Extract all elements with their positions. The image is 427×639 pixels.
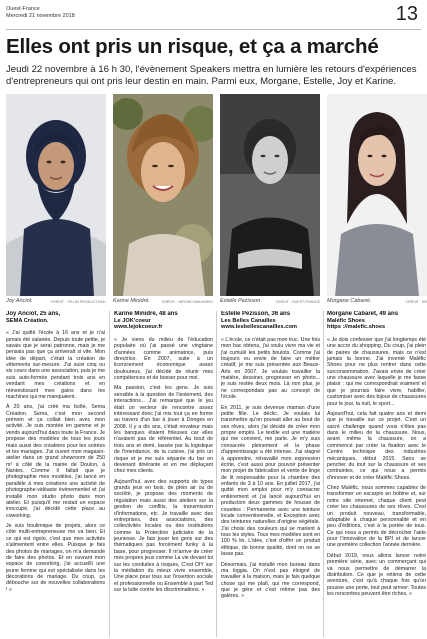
profile-body <box>221 337 320 600</box>
profile-body <box>327 337 426 598</box>
publication-date: Mercredi 21 novembre 2018 <box>6 13 75 19</box>
article-lead: Jeudi 22 novembre à 16 h 30, l'évènement Speakers mettra en lumière les retours d'expériences d'entrepreneurs qui ont pris leur destin en main. Parmi eux, Morgane, Estelle, Joy et Karine. <box>6 64 417 87</box>
caption-text: Karine Minidré. <box>113 298 150 304</box>
profile-website: https ://malefic.shoes <box>327 324 386 331</box>
profile-company: Les Belles Canailles <box>221 317 276 324</box>
paragraph: Aujourd'hui, avec des supports de types grands jeux en bois, de plein air ou de société, je propose des moments de régulation mais aussi des ateliers sur la gestion de conflits, la transmission d'informations, etc. Je travaille avec des entreprises, des associations, des collectivités locales ou des institutions comme la Protection judiciaire de la jeunesse. Je fais jouer les gens sur des thématiques pas forcément funky à la base, pour progresser. Il m'arrive de créer mes propres jeux comme La vie devant toi sur les conduites à risques, C'est DIY sur la médiation du mieux vivre ensemble, Une place pour tous sur l'insertion sociale et professionnelle ou Ensemble à part Ted sur la lutte contre les discriminations. » <box>114 478 213 594</box>
paragraph: Désormais, j'ai installé mon bureau dans ma loggia. On n'est pas éloigné de travailler à la maison, mais je fais quelque chose qui me plaît, qui me correspond, que je gère et c'est même pas des galères. » <box>221 561 320 600</box>
profile-column-karine <box>114 311 213 637</box>
article-headline: Elles ont pris un risque, et ça a marché <box>6 35 379 58</box>
profile-company: Maléfic Shoes <box>327 317 365 324</box>
profile-name: Joy Anciot, 25 ans, <box>6 311 61 317</box>
caption-text: Joy Anciot. <box>6 298 33 304</box>
photo-estelle-pezisson <box>220 94 320 296</box>
profile-heading <box>6 311 105 324</box>
paragraph: Aujourd'hui, cela fait quatre ans et demi que je travaille sur ce projet. C'est un sacré challenge quand vous n'êtes pas dans le milieu de la chaussure. Nous, avant même la chaussure, on a commencé par créer la fixation avec le Centre technique des industries mécaniques, début 2015. Sans se pencher du tout sur la chaussure et ses contraintes, ce qui nous a permis d'innover et de créer Maléfic Shoes. <box>327 410 426 481</box>
profile-body <box>6 330 105 593</box>
profile-company: Le JOK'coeur <box>114 317 151 324</box>
caption-text: Morgane Cabaret. <box>327 298 372 304</box>
caption-text: Estelle Pezisson. <box>220 298 262 304</box>
paragraph: En 2011, je suis devenue maman d'une petite fille. Le déclic. Je voulais lui transmettre qu'on pouvait aller au bout de ses rêves, alors j'ai décidé de créer mon propre emploi. Le textile est une matière qui me convient, me parle. Je m'y suis consacrée pleinement et la phase d'apprentissage a été intense. J'ai stagné à apprendre, retravaillé mon expression écrite, c'est aussi pour pouvoir présenter mon projet de fabrication et vente de linge de lit responsable pour la chambre des enfants de 3 à 10 ans. En juillet 2017, j'ai quitté mon emploi pour m'y consacrer entièrement et j'ai lancé aujourd'hui en production deux gammes de housse de couettes : Permanente avec une teinture locale conventionnelle, et Exception avec des teintures naturelles d'origine végétale. J'ai choisi des couleurs qui se marient à tous les styles. Tous mes modèles sont en 100 % lin. L'idée, c'est d'offrir un produit éthique, de bonne qualité, dont on ne se lasse pas. <box>221 404 320 558</box>
profile-name: Morgane Cabaret, 49 ans <box>327 311 399 317</box>
photo-morgane-cabaret <box>327 94 427 296</box>
column-divider <box>216 311 217 637</box>
photo-caption-3 <box>220 298 320 310</box>
column-divider <box>323 311 324 637</box>
profile-website: www.lesbellescanailles.com <box>221 324 297 331</box>
paragraph: « Je viens du milieu de l'éducation populaire où j'ai passé une vingtaine d'années comme animatrice, puis directrice. En 2007, suite à un licenciement économique assez douloureux, j'ai décidé de réunir mes compétences et de bosser pour moi. <box>114 336 213 382</box>
paragraph: « L'école, ce n'était pas mon truc. Une fois mon bac obtenu, j'ai voulu vivre ma vie et j'ai cumulé les petits boulots. Comme j'ai toujours eu envie de faire un métier créatif, je me suis présentée aux Beaux-Arts en 2007. Je voulais travailler la matière, dessiner, progresser en photo... je suis restée deux mois. Là non plus, je ne correspondais pas au concept de l'école. <box>221 336 320 401</box>
profile-name: Karine Minidré, 48 ans <box>114 311 178 317</box>
photo-credit: CRÉDIT : DR <box>405 300 427 304</box>
photo-caption-2 <box>113 298 213 310</box>
photo-karine-minidre <box>113 94 213 296</box>
profile-heading <box>114 311 213 331</box>
header-divider <box>6 29 421 30</box>
photo-credit: CRÉDIT : «BRUNO MAUNOIR» <box>161 300 213 304</box>
profile-website: www.lejokcoeur.fr <box>114 324 163 331</box>
profile-column-estelle <box>221 311 320 637</box>
page-header <box>6 3 421 28</box>
profile-column-joy <box>6 311 105 637</box>
paragraph: Ma passion, c'est les gens. Je suis sensible à la question de l'isolement, des interactions... J'ai remarqué que le jeu était un vecteur de rencontre assez intéressant donc j'ai mis tout ça en forme au travers d'un bar à jouer à Donges en 2008. Il y a dix ans, c'était novateur mais les banques étaient frileuses car elles n'avaient pas de référentiel. Au bout de trois ans et demi, lassée par la logistique de l'intendance, de la cuisine, j'ai pris un risque et je me suis séparée du bar en devenant itinérante et en me déplaçant chez mes clients. <box>114 385 213 475</box>
photo-caption-1 <box>6 298 106 310</box>
publication-info <box>6 6 75 20</box>
profile-column-morgane <box>327 311 426 637</box>
profile-heading <box>221 311 320 331</box>
paragraph: « Je dois confesser que j'ai longtemps été une accro du shopping. Du coup, j'ai plein de paires de chaussures, mais ce n'est jamais la bonne. J'ai inventé Maléfic Shoes pour ne plus rentrer dans cette surconsommation. J'avais envie de créer une chaussure avec laquelle je me fasse plaisir : qui me correspondrait vraiment et que je pourrais faire vivre, habiller, customiser avec des bijoux de chaussures pour le jour, la nuit, le sport... <box>327 336 426 407</box>
profile-heading <box>327 311 426 331</box>
paragraph: Chez Maléfic, nous sommes capables de transformer un escarpin en bottine et, sur notre site internet, chaque client peut créer les chaussures de ses rêves. C'est un produit nouveau, transformable, adaptable à chaque personnalité et en peu d'éditions, c'est à la portée de tous. Ce qui nous a permis de décrocher l'aide pour l'innovation de la BPI et de lancer une première collection l'année dernière. <box>327 485 426 549</box>
photo-joy-anciot <box>6 94 106 296</box>
publication-name: Ouest-France <box>6 6 40 12</box>
profile-body <box>114 337 213 594</box>
photo-credit: CRÉDIT : «PLUM PRODUCTION» <box>50 300 106 304</box>
profile-name: Estelle Pezisson, 36 ans <box>221 311 291 317</box>
column-divider <box>109 311 110 637</box>
page-number: 13 <box>395 3 418 25</box>
paragraph: À 20 ans, j'ai créé ma boîte, Sema Création. Sema, c'est mon second prénom et ça collait bien avec mon activité. Je suis montée en gamme et je vends aujourd'hui dans toute la France. Je propose des modèles de tous les jours mais aussi des créations pour les soirées et les mariages. J'ai ouvert mon magasin-atelier dans un grand showroom de 250 m² à côté de la mairie de Doulon, à Nantes. Comme il fallait que je photographie mes modèles, j'ai lancé en parallèle à mes créations une activité de photographe-vidéaste évènementiel et j'ai installé mon studio photo dans mon atelier. Et puisqu'il me restait un espace inoccupé, j'ai décidé cette place au coworking. <box>6 404 105 519</box>
photo-caption-4 <box>327 298 427 310</box>
paragraph: Je suis boulimique de projets, alors ce côté multi-entrepreneuse me va bien. Et ce qui est rigolo, c'est que mes activités s'alimentent entre elles. Puisque je fais des photos de mariages, on m'a demandé de faire des photos. Et en ouvrant mon espace de coworking, j'ai accueilli une jeune femme qui est spécialisée dans les décorations de mariage. Du coup, ça débouche sur de nouvelles collaborations ! » <box>6 523 105 593</box>
profile-company: SEMA Création. <box>6 317 49 324</box>
paragraph: « J'ai quitté l'école à 16 ans et je n'ai jamais été salariée. Depuis toute petite, je savais que je serai patronne, mais je me pensais pas que ça arriverait si vite. Mon idée de départ, c'était la création de vêtements sur-mesure. J'ai suivi cinq ou six cours dans une association, puis je me suis auto-formée pendant trois ans en vendant mes créations et en réinvestissant mes gains dans les machines qui me manquaient. <box>6 330 105 400</box>
paragraph: Début 2019, nous allons lancer notre première série, avec un commerçant qui va nous permettre de démarrer la distribution. Ce que je retiens de cette aventure, c'est qu'à chaque fois qu'on pousse une porte, tout peut arriver. Toutes les rencontres peuvent être riches. » <box>327 552 426 598</box>
photo-credit: CRÉDIT : OUEST-FRANCE <box>275 300 320 304</box>
